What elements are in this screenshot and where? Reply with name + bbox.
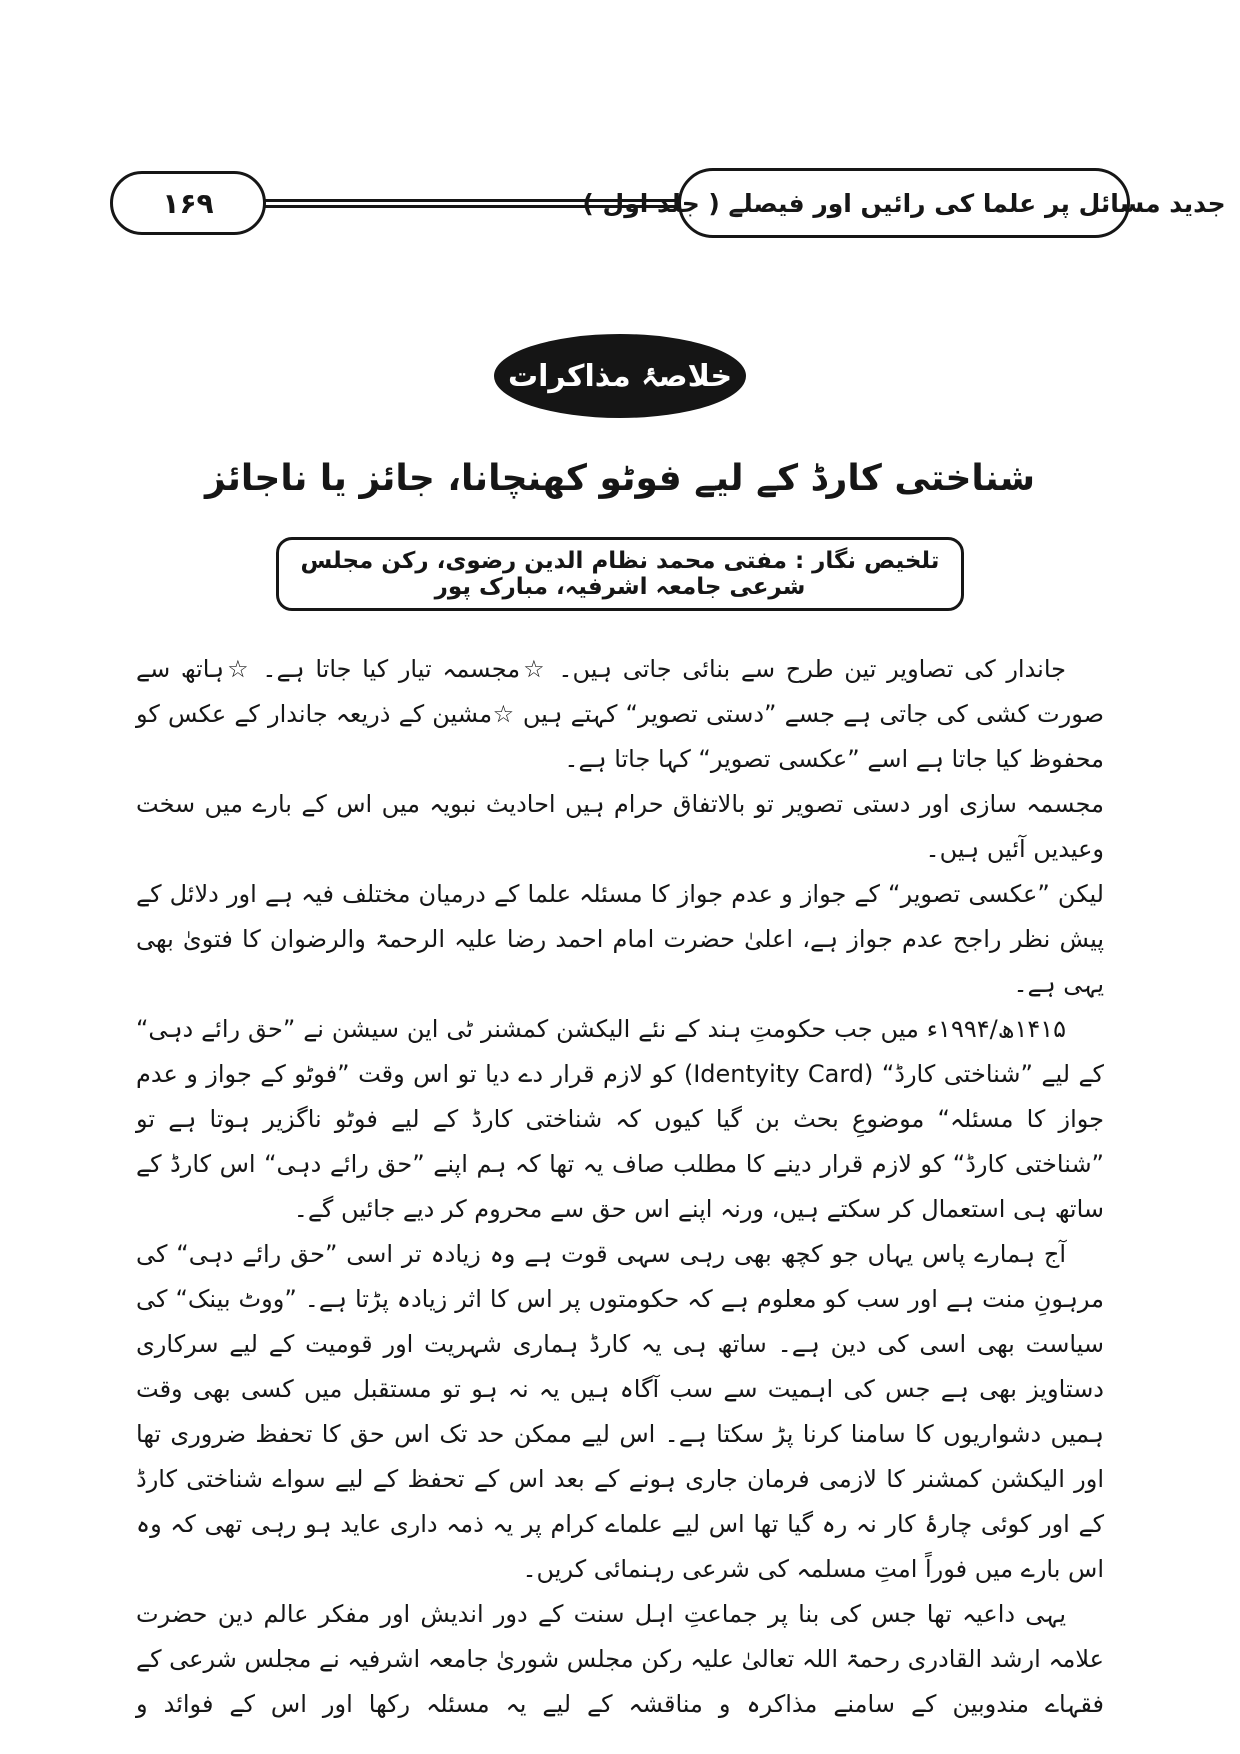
page-number-capsule (110, 171, 266, 235)
body-paragraph: ۱۴۱۵ھ/۱۹۹۴ء میں جب حکومتِ ہند کے نئے الیکشن کمشنر ٹی این سیشن نے ”حق رائے دہی“ کے لیے ”شناختی کارڈ“ (Identyity Card) کو لازم قرار دے دیا تو اس وقت ”فوٹو کے جواز و عدم جواز کا مسئلہ“ موضوعِ بحث بن گیا کیوں کہ شناختی کارڈ کے لیے فوٹو ناگزیر ہوتا ہے تو ”شناختی کارڈ“ کو لازم قرار دینے کا مطلب صاف یہ تھا کہ ہم اپنے ”حق رائے دہی“ اس کارڈ کے ساتھ ہی استعمال کر سکتے ہیں، ورنہ اپنے اس حق سے محروم کر دیے جائیں گے۔ (136, 1014, 1104, 1223)
article-title: شناختی کارڈ کے لیے فوٹو کھنچانا، جائز یا ناجائز (204, 458, 1036, 499)
body-paragraph: آج ہمارے پاس یہاں جو کچھ بھی رہی سہی قوت ہے وہ زیادہ تر اسی ”حق رائے دہی“ کی مرہونِ منت ہے اور سب کو معلوم ہے کہ حکومتوں پر اس کا اثر زیادہ پڑتا ہے۔ ”ووٹ بینک“ کی سیاست بھی اسی کی دین ہے۔ ساتھ ہی یہ کارڈ ہماری شہریت اور قومیت کے لیے سرکاری دستاویز بھی ہے جس کی اہمیت سے سب آگاہ ہیں یہ نہ ہو تو مستقبل میں کسی بھی وقت ہمیں دشواریوں کا سامنا کرنا پڑ سکتا ہے۔ اس لیے ممکن حد تک اس حق کا تحفظ ضروری تھا اور الیکشن کمشنر کا لازمی فرمان جاری ہونے کے بعد اس کے تحفظ کے لیے سواے شناختی کارڈ کے اور کوئی چارۂ کار نہ رہ گیا تھا اس لیے علماے کرام پر یہ ذمہ داری عاید ہو رہی تھی کہ وہ اس بارے میں فوراً امتِ مسلمہ کی شرعی رہنمائی کریں۔ (136, 1239, 1104, 1583)
byline-wrap (0, 537, 1240, 611)
book-title: جدید مسائل پر علما کی رائیں اور فیصلے ( جلد اول ) (582, 188, 1226, 218)
body-paragraph: مجسمہ سازی اور دستی تصویر تو بالاتفاق حرام ہیں احادیث نبویہ میں اس کے بارے میں سخت وعیدیں آئیں ہیں۔ (136, 789, 1104, 863)
header-title-capsule (582, 168, 1226, 238)
running-head (110, 168, 1226, 238)
section-badge (494, 334, 746, 418)
byline-box (276, 537, 964, 611)
article-body (136, 647, 1104, 1727)
body-paragraph: یہی داعیہ تھا جس کی بنا پر جماعتِ اہل سنت کے دور اندیش اور مفکر عالم دین حضرت علامہ ارشد القادری رحمۃ اللہ تعالیٰ علیہ رکن مجلس شوریٰ جامعہ اشرفیہ نے مجلس شرعی کے فقہاے مندوبین کے سامنے مذاکرہ و مناقشہ کے لیے یہ مسئلہ رکھا اور اس کے فوائد و (136, 1599, 1104, 1718)
byline-text: تلخیص نگار : مفتی محمد نظام الدین رضوی، رکن مجلس شرعی جامعہ اشرفیہ، مبارک پور (300, 547, 940, 600)
section-badge-wrap (0, 334, 1240, 418)
body-paragraph: لیکن ”عکسی تصویر“ کے جواز و عدم جواز کا مسئلہ علما کے درمیان مختلف فیہ ہے اور دلائل کے پیش نظر راجح عدم جواز ہے، اعلیٰ حضرت امام احمد رضا علیہ الرحمۃ والرضوان کا فتویٰ بھی یہی ہے۔ (136, 879, 1104, 998)
section-badge-label: خلاصۂ مذاکرات (507, 358, 733, 394)
page-number: ۱۶۹ (162, 186, 214, 220)
body-paragraph: جاندار کی تصاویر تین طرح سے بنائی جاتی ہیں۔ ☆مجسمہ تیار کیا جاتا ہے۔ ☆ہاتھ سے صورت کشی کی جاتی ہے جسے ”دستی تصویر“ کہتے ہیں ☆مشین کے ذریعہ جاندار کے عکس کو محفوظ کیا جاتا ہے اسے ”عکسی تصویر“ کہا جاتا ہے۔ (136, 654, 1104, 773)
